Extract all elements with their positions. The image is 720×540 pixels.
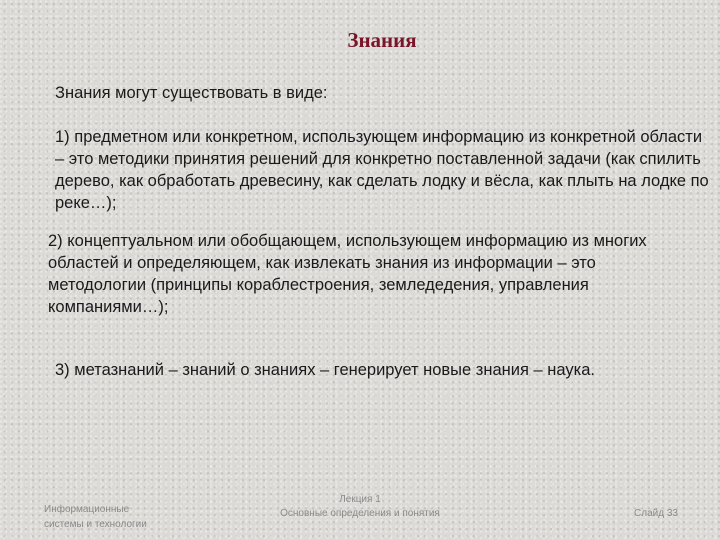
- footer-course-name: [44, 502, 184, 532]
- footer-course-line2: системы и технологии: [44, 519, 147, 530]
- list-item-conceptual-knowledge: 2) концептуальном или обобщающем, использующем информацию из многих областей и определяющем, как извлекать знания из информации – это методологии (принципы кораблестроения, земледедения, управления компаниями…);: [48, 232, 647, 316]
- list-item-metaknowledge: 3) метазнаний – знаний о знаниях – генерирует новые знания – наука.: [55, 361, 595, 379]
- slide-title: Знания: [347, 28, 417, 52]
- footer-course-line1: Информационные: [44, 504, 130, 515]
- footer-slide-number: Слайд 33: [634, 508, 678, 519]
- list-item-subject-knowledge: 1) предметном или конкретном, использующем информацию из конкретной области – это методики принятия решений для конкретно поставленной задачи (как спилить дерево, как обработать древесину, как сделать лодку и вёсла, как плыть на лодке по реке…);: [55, 128, 709, 212]
- intro-text: Знания могут существовать в виде:: [55, 84, 328, 102]
- footer-lecture-topic: Основные определения и понятия: [280, 508, 440, 519]
- footer-lecture: [230, 493, 490, 521]
- footer-lecture-number: Лекция 1: [339, 494, 381, 505]
